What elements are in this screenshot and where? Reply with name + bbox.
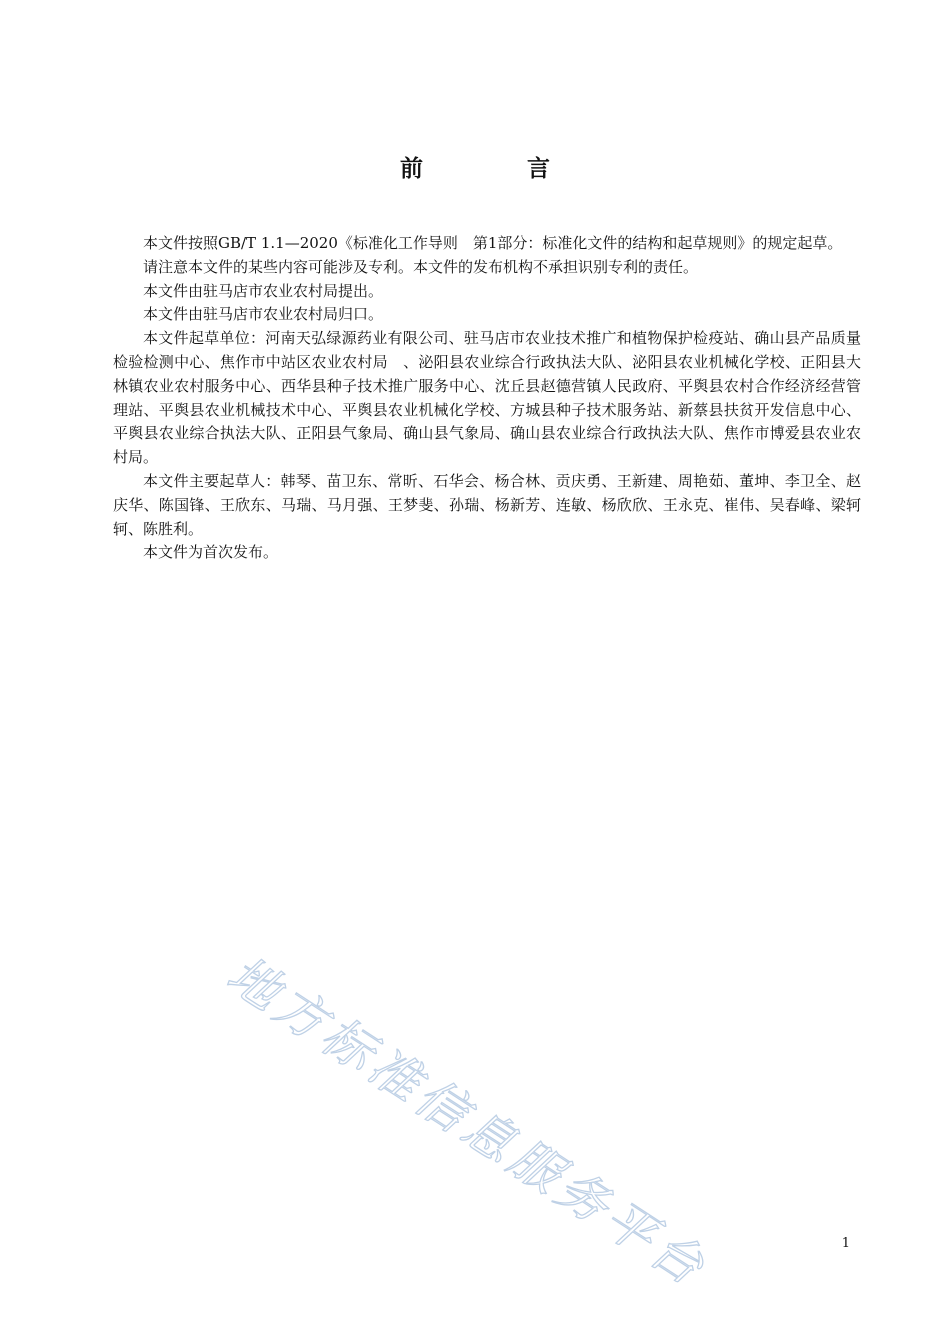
paragraph-standard-basis: 本文件按照GB/T 1.1—2020《标准化工作导则 第1部分：标准化文件的结构和起草规则》的规定起草。 (143, 234, 843, 252)
paragraph-patent-notice: 请注意本文件的某些内容可能涉及专利。本文件的发布机构不承担识别专利的责任。 (143, 257, 699, 276)
paragraph-proposer: 本文件由驻马店市农业农村局提出。 (143, 281, 384, 300)
page-title: 前 言 (399, 156, 598, 182)
paragraph-drafters: 本文件主要起草人：韩琴、苗卫东、常昕、石华会、杨合林、贡庆勇、王新建、周艳茹、董坤、李卫全、赵庆华、陈国锋、王欣东、马瑞、马月强、王梦斐、孙瑞、杨新芳、连敏、杨欣欣、王永克、崔伟、吴春峰、梁轲轲、陈胜利。 (113, 471, 861, 538)
paragraph-drafting-units: 本文件起草单位：河南天弘绿源药业有限公司、驻马店市农业技术推广和植物保护检疫站、确山县产品质量检验检测中心、焦作市中站区农业农村局 、泌阳县农业综合行政执法大队、泌阳县农业机械化学校、正阳县大林镇农业农村服务中心、西华县种子技术推广服务中心、沈丘县赵德营镇人民政府、平舆县农村合作经济经营管理站、平舆县农业机械技术中心、平舆县农业机械化学校、方城县种子技术服务站、新蔡县扶贫开发信息中心、平舆县农业综合执法大队、正阳县气象局、确山县气象局、确山县农业综合行政执法大队、焦作市博爱县农业农村局。 (113, 329, 861, 467)
paragraph-administrator: 本文件由驻马店市农业农村局归口。 (143, 305, 384, 324)
paragraph-first-release: 本文件为首次发布。 (143, 543, 279, 562)
watermark-text: 地方标准信息服务平台 (217, 945, 719, 1299)
document-body (113, 232, 861, 565)
page-number: 1 (841, 1236, 850, 1251)
